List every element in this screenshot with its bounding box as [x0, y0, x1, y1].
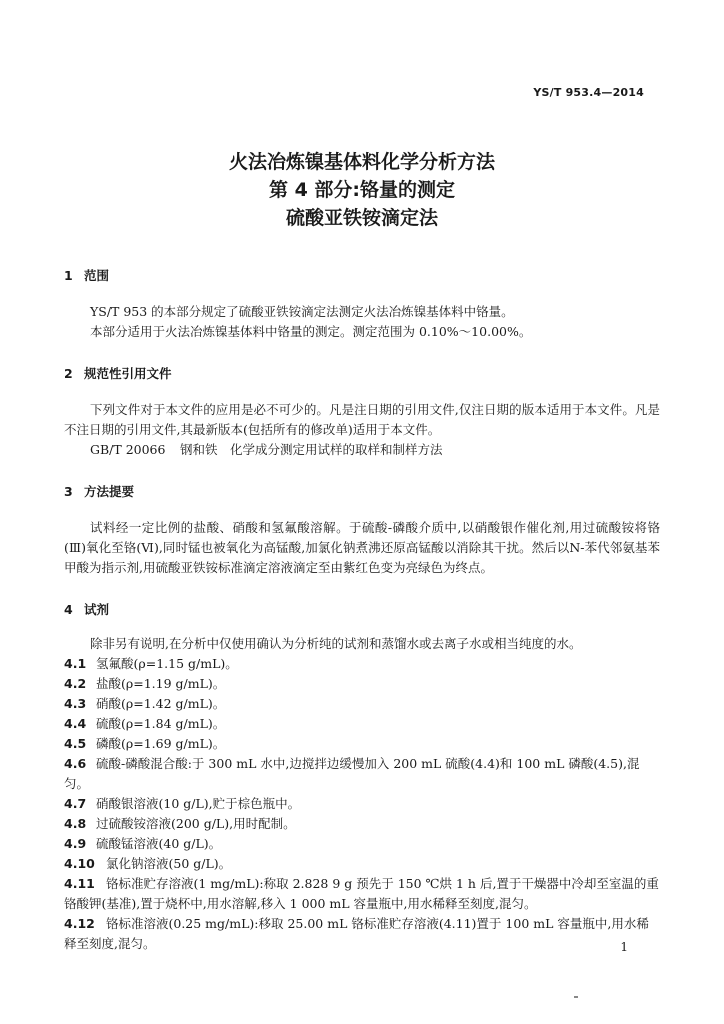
reagent-item — [64, 834, 660, 854]
item-text: 硫酸(ρ=1.84 g/mL)。 — [96, 716, 226, 731]
item-number: 4.12 — [64, 916, 95, 931]
section-title: 规范性引用文件 — [84, 366, 172, 381]
item-number: 4.1 — [64, 656, 87, 671]
item-number: 4.6 — [64, 756, 87, 771]
item-text: 铬标准溶液(0.25 mg/mL):移取 25.00 mL 铬标准贮存溶液(4.11)置于 100 mL 容量瓶中,用水稀释至刻度,混匀。 — [64, 916, 649, 951]
page-number: 1 — [620, 940, 628, 954]
paragraph: 除非另有说明,在分析中仅使用确认为分析纯的试剂和蒸馏水或去离子水或相当纯度的水。 — [90, 636, 582, 651]
item-text: 硫酸-磷酸混合酸:于 300 mL 水中,边搅拌边缓慢加入 200 mL 硫酸(4.4)和 100 mL 磷酸(4.5),混匀。 — [64, 756, 640, 791]
item-text: 硫酸锰溶液(40 g/L)。 — [96, 836, 222, 851]
title-line-2: 第 4 部分:铬量的测定 — [268, 179, 456, 201]
reagent-item — [64, 754, 660, 794]
document-title-block — [0, 148, 724, 232]
section-1-heading — [64, 266, 109, 284]
item-number: 4.9 — [64, 836, 87, 851]
reagent-item — [64, 914, 660, 954]
item-number: 4.8 — [64, 816, 87, 831]
paragraph: 下列文件对于本文件的应用是必不可少的。凡是注日期的引用文件,仅注日期的版本适用于本文件。凡是不注日期的引用文件,其最新版本(包括所有的修改单)适用于本文件。 — [64, 402, 660, 437]
paragraph: 本部分适用于火法冶炼镍基体料中铬量的测定。测定范围为 0.10%～10.00%。 — [90, 324, 532, 339]
standard-number: YS/T 953.4—2014 — [533, 86, 644, 99]
section-number: 4 — [64, 602, 73, 617]
item-text: 盐酸(ρ=1.19 g/mL)。 — [96, 676, 226, 691]
item-number: 4.10 — [64, 856, 95, 871]
item-number: 4.2 — [64, 676, 87, 691]
item-number: 4.7 — [64, 796, 87, 811]
section-title: 范围 — [84, 268, 110, 283]
item-text: 硝酸银溶液(10 g/L),贮于棕色瓶中。 — [96, 796, 301, 811]
section-4-heading — [64, 600, 109, 618]
title-line-3: 硫酸亚铁铵滴定法 — [285, 207, 438, 229]
paragraph: 试料经一定比例的盐酸、硝酸和氢氟酸溶解。于硫酸-磷酸介质中,以硝酸银作催化剂,用过硫酸铵将铬(Ⅲ)氧化至铬(Ⅵ),同时锰也被氧化为高锰酸,加氯化钠煮沸还原高锰酸以消除其干扰。然后以N-苯代邻氨基苯甲酸为指示剂,用硫酸亚铁铵标准滴定溶液滴定至由紫红色变为亮绿色为终点。 — [64, 520, 660, 575]
item-text: 磷酸(ρ=1.69 g/mL)。 — [96, 736, 226, 751]
section-3-heading — [64, 482, 134, 500]
reference-title: 钢和铁 化学成分测定用试样的取样和制样方法 — [180, 442, 443, 457]
section-number: 1 — [64, 268, 73, 283]
section-number: 3 — [64, 484, 73, 499]
reagent-item — [64, 674, 660, 694]
section-title: 试剂 — [84, 602, 110, 617]
item-text: 硝酸(ρ=1.42 g/mL)。 — [96, 696, 226, 711]
paragraph: YS/T 953 的本部分规定了硫酸亚铁铵滴定法测定火法冶炼镍基体料中铬量。 — [90, 304, 514, 319]
scan-speck — [574, 996, 578, 998]
item-number: 4.5 — [64, 736, 87, 751]
item-text: 过硫酸铵溶液(200 g/L),用时配制。 — [96, 816, 296, 831]
reagent-item — [64, 714, 660, 734]
reference-code: GB/T 20066 — [90, 442, 166, 457]
item-text: 铬标准贮存溶液(1 mg/mL):称取 2.828 9 g 预先于 150 ℃烘 1 h 后,置于干燥器中冷却至室温的重铬酸钾(基准),置于烧杯中,用水溶解,移入 1 000 mL 容量瓶中,用水稀释至刻度,混匀。 — [64, 876, 659, 911]
section-number: 2 — [64, 366, 73, 381]
section-2-heading — [64, 364, 172, 382]
item-number: 4.11 — [64, 876, 95, 891]
normative-reference — [90, 440, 443, 460]
reagent-item — [64, 814, 660, 834]
title-line-1: 火法冶炼镍基体料化学分析方法 — [228, 151, 495, 173]
reagent-item — [64, 854, 660, 874]
item-text: 氯化钠溶液(50 g/L)。 — [106, 856, 232, 871]
reagent-item — [64, 794, 660, 814]
item-number: 4.3 — [64, 696, 87, 711]
section-title: 方法提要 — [84, 484, 135, 499]
reagent-item — [64, 874, 660, 914]
reagent-item — [64, 654, 660, 674]
reagent-item — [64, 734, 660, 754]
item-text: 氢氟酸(ρ=1.15 g/mL)。 — [96, 656, 238, 671]
item-number: 4.4 — [64, 716, 87, 731]
reagent-item — [64, 694, 660, 714]
